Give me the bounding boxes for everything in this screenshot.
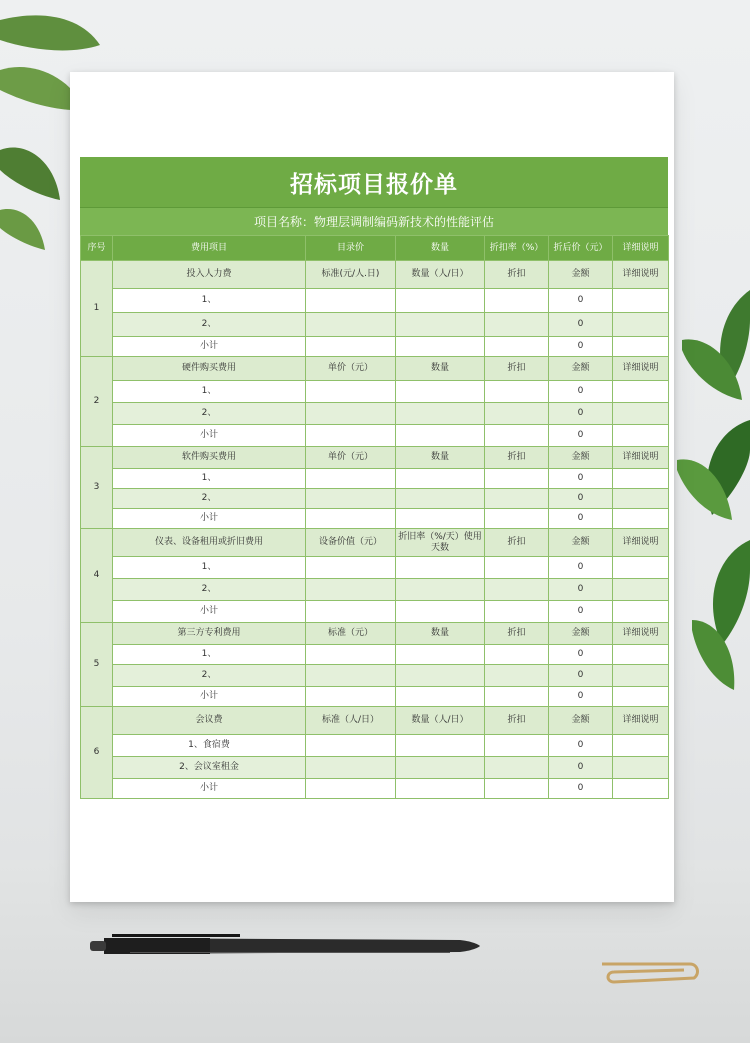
column-header-4: 折扣率（%） [485, 236, 549, 261]
table-row [81, 403, 669, 425]
section-header-cell: 详细说明 [613, 623, 669, 645]
input-cell[interactable] [396, 735, 485, 757]
input-cell[interactable] [396, 579, 485, 601]
item-cell[interactable]: 小计 [113, 687, 306, 707]
amount-cell[interactable]: 0 [549, 289, 613, 313]
table-row [81, 509, 669, 529]
input-cell[interactable] [396, 489, 485, 509]
paper-clip [594, 958, 704, 990]
input-cell[interactable] [396, 289, 485, 313]
item-cell[interactable]: 1、 [113, 557, 306, 579]
table-row [81, 381, 669, 403]
note-cell[interactable] [613, 601, 669, 623]
section-header-cell: 折扣 [485, 707, 549, 735]
input-cell[interactable] [306, 489, 396, 509]
input-cell[interactable] [485, 313, 549, 337]
note-cell[interactable] [613, 735, 669, 757]
amount-cell[interactable]: 0 [549, 687, 613, 707]
input-cell[interactable] [396, 381, 485, 403]
sheet-title: 招标项目报价单 [80, 157, 668, 207]
input-cell[interactable] [485, 489, 549, 509]
section-seq: 1 [81, 261, 113, 357]
section-header-cell: 折扣 [485, 529, 549, 557]
column-header-2: 目录价 [306, 236, 396, 261]
input-cell[interactable] [485, 665, 549, 687]
input-cell[interactable] [306, 687, 396, 707]
input-cell[interactable] [306, 403, 396, 425]
amount-cell[interactable]: 0 [549, 509, 613, 529]
section-header-cell: 详细说明 [613, 357, 669, 381]
amount-cell[interactable]: 0 [549, 557, 613, 579]
input-cell[interactable] [306, 509, 396, 529]
section-header-cell: 详细说明 [613, 529, 669, 557]
note-cell[interactable] [613, 403, 669, 425]
table-row [81, 489, 669, 509]
section-header-cell: 硬件购买费用 [113, 357, 306, 381]
input-cell[interactable] [306, 337, 396, 357]
section-header-cell: 单价（元） [306, 357, 396, 381]
input-cell[interactable] [306, 425, 396, 447]
note-cell[interactable] [613, 557, 669, 579]
input-cell[interactable] [485, 687, 549, 707]
input-cell[interactable] [306, 469, 396, 489]
section-header-cell: 设备价值（元） [306, 529, 396, 557]
section-header-cell: 数量 [396, 357, 485, 381]
input-cell[interactable] [396, 469, 485, 489]
section-header-row [81, 529, 669, 557]
amount-cell[interactable]: 0 [549, 601, 613, 623]
note-cell[interactable] [613, 687, 669, 707]
section-header-cell: 金额 [549, 707, 613, 735]
section-header-cell: 标准（元） [306, 623, 396, 645]
section-header-row [81, 623, 669, 645]
input-cell[interactable] [485, 403, 549, 425]
quotation-table-wrapper [80, 157, 668, 799]
section-header-cell: 仪表、设备租用或折旧费用 [113, 529, 306, 557]
section-header-cell: 标准(元/人.日) [306, 261, 396, 289]
amount-cell[interactable]: 0 [549, 425, 613, 447]
section-header-row [81, 707, 669, 735]
input-cell[interactable] [396, 425, 485, 447]
item-cell[interactable]: 小计 [113, 601, 306, 623]
plant-leaves-right [672, 290, 750, 710]
note-cell[interactable] [613, 337, 669, 357]
project-name: 项目名称：物理层调制编码新技术的性能评估 [80, 207, 668, 235]
column-header-6: 详细说明 [613, 236, 669, 261]
note-cell[interactable] [613, 381, 669, 403]
section-header-cell: 第三方专利费用 [113, 623, 306, 645]
input-cell[interactable] [396, 645, 485, 665]
table-row [81, 645, 669, 665]
input-cell[interactable] [396, 313, 485, 337]
section-header-cell: 金额 [549, 623, 613, 645]
section-seq: 3 [81, 447, 113, 529]
section-seq: 5 [81, 623, 113, 707]
section-header-cell: 折扣 [485, 447, 549, 469]
item-cell[interactable]: 1、 [113, 469, 306, 489]
section-seq: 2 [81, 357, 113, 447]
note-cell[interactable] [613, 645, 669, 665]
section-header-cell: 金额 [549, 261, 613, 289]
amount-cell[interactable]: 0 [549, 645, 613, 665]
column-header-row [81, 236, 669, 261]
item-cell[interactable]: 2、 [113, 403, 306, 425]
table-row [81, 557, 669, 579]
input-cell[interactable] [396, 757, 485, 779]
amount-cell[interactable]: 0 [549, 757, 613, 779]
input-cell[interactable] [485, 289, 549, 313]
section-header-row [81, 261, 669, 289]
input-cell[interactable] [485, 601, 549, 623]
input-cell[interactable] [485, 469, 549, 489]
item-cell[interactable]: 2、会议室租金 [113, 757, 306, 779]
table-row [81, 601, 669, 623]
section-seq: 6 [81, 707, 113, 799]
input-cell[interactable] [306, 757, 396, 779]
table-row [81, 289, 669, 313]
amount-cell[interactable]: 0 [549, 579, 613, 601]
section-header-cell: 数量（人/日） [396, 707, 485, 735]
section-header-cell: 折旧率（%/天）使用天数 [396, 529, 485, 557]
section-header-cell: 金额 [549, 447, 613, 469]
table-row [81, 425, 669, 447]
section-header-cell: 数量（人/日） [396, 261, 485, 289]
amount-cell[interactable]: 0 [549, 403, 613, 425]
section-header-cell: 折扣 [485, 357, 549, 381]
amount-cell[interactable]: 0 [549, 735, 613, 757]
note-cell[interactable] [613, 489, 669, 509]
note-cell[interactable] [613, 313, 669, 337]
input-cell[interactable] [485, 579, 549, 601]
section-header-cell: 金额 [549, 357, 613, 381]
input-cell[interactable] [396, 403, 485, 425]
table-row [81, 469, 669, 489]
table-row [81, 665, 669, 687]
item-cell[interactable]: 2、 [113, 489, 306, 509]
item-cell[interactable]: 小计 [113, 509, 306, 529]
input-cell[interactable] [485, 779, 549, 799]
section-header-cell: 详细说明 [613, 707, 669, 735]
table-row [81, 757, 669, 779]
input-cell[interactable] [485, 381, 549, 403]
section-header-cell: 会议费 [113, 707, 306, 735]
item-cell[interactable]: 2、 [113, 579, 306, 601]
section-header-cell: 详细说明 [613, 447, 669, 469]
amount-cell[interactable]: 0 [549, 665, 613, 687]
amount-cell[interactable]: 0 [549, 337, 613, 357]
table-row [81, 579, 669, 601]
amount-cell[interactable]: 0 [549, 469, 613, 489]
input-cell[interactable] [485, 757, 549, 779]
input-cell[interactable] [306, 779, 396, 799]
table-row [81, 779, 669, 799]
section-header-cell: 单价（元） [306, 447, 396, 469]
input-cell[interactable] [306, 601, 396, 623]
input-cell[interactable] [306, 579, 396, 601]
section-seq: 4 [81, 529, 113, 623]
section-header-cell: 折扣 [485, 623, 549, 645]
section-header-cell: 折扣 [485, 261, 549, 289]
input-cell[interactable] [306, 557, 396, 579]
section-header-cell: 详细说明 [613, 261, 669, 289]
input-cell[interactable] [396, 665, 485, 687]
amount-cell[interactable]: 0 [549, 381, 613, 403]
column-header-1: 费用项目 [113, 236, 306, 261]
table-row [81, 687, 669, 707]
input-cell[interactable] [485, 557, 549, 579]
item-cell[interactable]: 2、 [113, 313, 306, 337]
item-cell[interactable]: 小计 [113, 337, 306, 357]
section-header-row [81, 357, 669, 381]
quotation-table [80, 235, 669, 799]
input-cell[interactable] [396, 601, 485, 623]
item-cell[interactable]: 1、食宿费 [113, 735, 306, 757]
note-cell[interactable] [613, 665, 669, 687]
amount-cell[interactable]: 0 [549, 489, 613, 509]
item-cell[interactable]: 小计 [113, 425, 306, 447]
column-header-3: 数量 [396, 236, 485, 261]
input-cell[interactable] [306, 735, 396, 757]
note-cell[interactable] [613, 425, 669, 447]
note-cell[interactable] [613, 509, 669, 529]
note-cell[interactable] [613, 469, 669, 489]
note-cell[interactable] [613, 289, 669, 313]
table-row [81, 313, 669, 337]
item-cell[interactable]: 1、 [113, 381, 306, 403]
input-cell[interactable] [485, 735, 549, 757]
pen [90, 928, 482, 964]
note-cell[interactable] [613, 579, 669, 601]
input-cell[interactable] [396, 687, 485, 707]
note-cell[interactable] [613, 779, 669, 799]
section-header-cell: 软件购买费用 [113, 447, 306, 469]
input-cell[interactable] [485, 337, 549, 357]
input-cell[interactable] [306, 665, 396, 687]
input-cell[interactable] [396, 337, 485, 357]
input-cell[interactable] [306, 381, 396, 403]
column-header-0: 序号 [81, 236, 113, 261]
section-header-cell: 投入人力费 [113, 261, 306, 289]
input-cell[interactable] [306, 289, 396, 313]
item-cell[interactable]: 1、 [113, 289, 306, 313]
section-header-cell: 标准（人/日） [306, 707, 396, 735]
section-header-cell: 数量 [396, 447, 485, 469]
section-header-row [81, 447, 669, 469]
item-cell[interactable]: 小计 [113, 779, 306, 799]
table-row [81, 735, 669, 757]
amount-cell[interactable]: 0 [549, 313, 613, 337]
quotation-sheet [70, 72, 674, 902]
column-header-5: 折后价（元） [549, 236, 613, 261]
input-cell[interactable] [485, 425, 549, 447]
table-body [81, 261, 669, 799]
input-cell[interactable] [306, 313, 396, 337]
input-cell[interactable] [306, 645, 396, 665]
input-cell[interactable] [485, 645, 549, 665]
item-cell[interactable]: 1、 [113, 645, 306, 665]
table-row [81, 337, 669, 357]
input-cell[interactable] [396, 557, 485, 579]
input-cell[interactable] [396, 509, 485, 529]
input-cell[interactable] [396, 779, 485, 799]
section-header-cell: 金额 [549, 529, 613, 557]
item-cell[interactable]: 2、 [113, 665, 306, 687]
input-cell[interactable] [485, 509, 549, 529]
section-header-cell: 数量 [396, 623, 485, 645]
amount-cell[interactable]: 0 [549, 779, 613, 799]
note-cell[interactable] [613, 757, 669, 779]
